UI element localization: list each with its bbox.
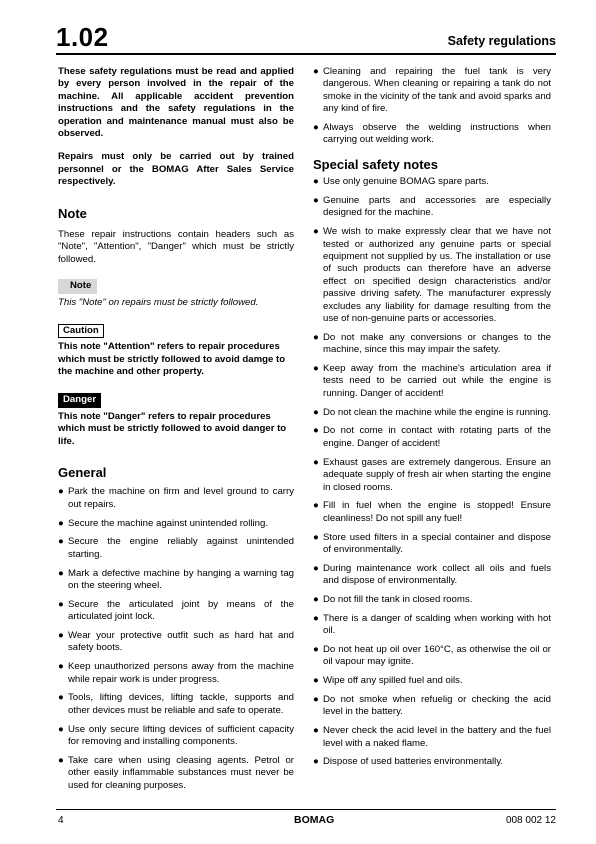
brand-name: BOMAG <box>294 814 335 826</box>
note-heading: Note <box>58 205 87 221</box>
bullet-icon: ● <box>313 675 319 687</box>
list-item: ● Tools, lifting devices, lifting tackle, supports and other devices must be reliable and safe to operate. <box>58 692 294 716</box>
list-item: ● Secure the machine against unintended rolling. <box>58 517 269 529</box>
caution-text: This note "Attention" refers to repair procedures which must be strictly followed to avoid damge to the machine and other property. <box>58 341 286 377</box>
bullet-icon: ● <box>313 643 319 655</box>
list-item: ● Do not come in contact with rotating parts of the engine. Danger of accident! <box>313 425 551 449</box>
danger-text: This note "Danger" refers to repair procedures which must be strictly followed to avoid danger to life. <box>58 410 287 447</box>
general-heading: General <box>58 464 107 480</box>
footer-divider <box>56 809 556 810</box>
bullet-icon: ● <box>313 363 319 375</box>
list-item: ● We wish to make expressly clear that we have not tested or authorized any genuine parts or special equipment not supplied by us. The installation or use of such products can therefore have an adverse effect on specified design characteristics and/or passive driving safety. The manufacturer expressly excludes any liability for damage resulting from the use of non-genuine parts or accessories. <box>313 226 551 325</box>
bullet-icon: ● <box>313 331 319 343</box>
list-item: ● Take care when using cleasing agents. Petrol or other easily inflammable substances must never be used for cleaning purposes. <box>58 754 294 791</box>
intro-paragraph-repairs: Repairs must only be carried out by trained personnel or the BOMAG After Sales Service respectively. <box>58 151 294 188</box>
bullet-icon: ● <box>58 517 64 529</box>
page-title: Safety regulations <box>447 34 556 48</box>
list-item: ● Secure the engine reliably against unintended starting. <box>58 536 294 560</box>
bullet-icon: ● <box>313 562 319 574</box>
left-column <box>58 66 294 798</box>
list-item: ● Do not make any conversions or changes to the machine, since this may impair the safety. <box>313 331 551 356</box>
note-badge: Note <box>58 279 97 293</box>
list-item: ● Use only secure lifting devices of sufficient capacity for removing and installing components. <box>58 723 294 747</box>
bullet-icon: ● <box>313 226 319 238</box>
bullet-icon: ● <box>313 756 319 768</box>
list-item: ● Keep away from the machine's articulation area if tests need to be carried out while the engine is running. Danger of accident! <box>313 363 551 399</box>
bullet-icon: ● <box>313 176 319 188</box>
bullet-icon: ● <box>58 661 64 673</box>
list-item: ● Park the machine on firm and level ground to carry out repairs. <box>58 486 294 510</box>
bullet-icon: ● <box>313 531 319 543</box>
bullet-icon: ● <box>58 567 64 579</box>
bullet-icon: ● <box>313 725 319 737</box>
list-item: ● Use only genuine BOMAG spare parts. <box>313 176 489 188</box>
bullet-icon: ● <box>58 486 64 498</box>
page-header <box>56 22 556 54</box>
bullet-icon: ● <box>313 406 319 418</box>
special-safety-heading: Special safety notes <box>313 156 438 172</box>
bullet-icon: ● <box>58 629 64 641</box>
list-item: ● Fill in fuel when the engine is stopped! Ensure cleanliness! Do not spill any fuel! <box>313 500 551 524</box>
bullet-icon: ● <box>313 500 319 512</box>
bullet-icon: ● <box>58 536 64 548</box>
page-number: 4 <box>58 815 64 826</box>
bullet-icon: ● <box>58 754 64 766</box>
bullet-icon: ● <box>58 723 64 735</box>
list-item: ● Do not clean the machine while the engine is running. <box>313 406 551 418</box>
bullet-icon: ● <box>313 195 319 207</box>
special-safety-list <box>313 176 551 768</box>
list-item: ● Do not smoke when refuelig or checking the acid level in the battery. <box>313 693 551 718</box>
list-item: ● Mark a defective machine by hanging a warning tag on the steering wheel. <box>58 567 294 591</box>
list-item: ● Always observe the welding instructions when carrying out welding work. <box>313 122 551 146</box>
note-text: This "Note" on repairs must be strictly followed. <box>58 296 259 308</box>
list-item: ● Cleaning and repairing the fuel tank is very dangerous. When cleaning or repairing a tank do not smoke in the vicinity of the tank and avoid sparks and any kind of fire. <box>313 66 551 115</box>
bullet-icon: ● <box>58 692 64 704</box>
list-item: ● Do not fill the tank in closed rooms. <box>313 593 473 605</box>
list-item: ● Dispose of used batteries environmentally. <box>313 756 504 768</box>
list-item: ● Never check the acid level in the battery and the fuel level with a naked flame. <box>313 725 551 749</box>
bullet-icon: ● <box>313 425 319 437</box>
fuel-tank-list <box>313 66 551 147</box>
right-column <box>313 66 551 775</box>
list-item: ● Genuine parts and accessories are especially designed for the machine. <box>313 195 551 219</box>
caution-badge: Caution <box>58 324 104 338</box>
list-item: ● Wipe off any spilled fuel and oils. <box>313 675 463 687</box>
list-item: ● Wear your protective outfit such as hard hat and safety boots. <box>58 629 294 654</box>
header-divider <box>56 53 556 55</box>
general-list <box>58 486 294 792</box>
list-item: ● Exhaust gases are extremely dangerous. Ensure an adequate supply of fresh air when starting the engine in closed rooms. <box>313 456 551 493</box>
section-number: 1.02 <box>56 22 109 52</box>
bullet-icon: ● <box>58 598 64 610</box>
bullet-icon: ● <box>313 612 319 624</box>
bullet-icon: ● <box>313 693 319 705</box>
list-item: ● There is a danger of scalding when working with hot oil. <box>313 612 551 637</box>
bullet-icon: ● <box>313 593 319 605</box>
list-item: ● Secure the articulated joint by means of the articulated joint lock. <box>58 598 294 623</box>
document-number: 008 002 12 <box>505 815 556 826</box>
note-body: These repair instructions contain headers such as "Note", "Attention", "Danger" which must be strictly followed. <box>58 229 294 265</box>
list-item: ● Do not heat up oil over 160°C, as otherwise the oil or oil vapour may ignite. <box>313 643 551 668</box>
list-item: ● During maintenance work collect all oils and fuels and dispose of environmentally. <box>313 562 551 587</box>
intro-paragraph: These safety regulations must be read and applied by every person involved in the repair of the machine. All applicable accident prevention instructions and the safety regulations in the operation and maintenance manual must also be observed. <box>58 66 294 140</box>
list-item: ● Store used filters in a special container and dispose of environmentally. <box>313 531 551 555</box>
bullet-icon: ● <box>313 66 319 77</box>
bullet-icon: ● <box>313 122 319 134</box>
bullet-icon: ● <box>313 456 319 468</box>
list-item: ● Keep unauthorized persons away from the machine while repair work is under progress. <box>58 661 294 685</box>
danger-badge: Danger <box>58 393 101 407</box>
